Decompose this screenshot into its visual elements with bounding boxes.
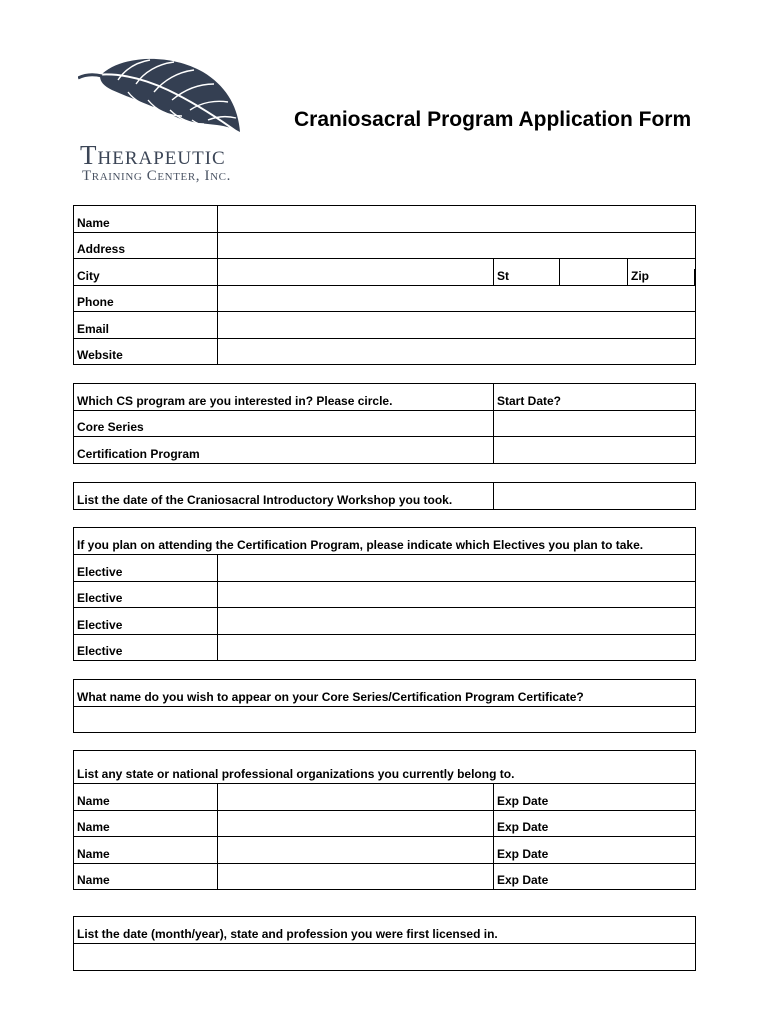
option-core-series[interactable]: Core Series [74, 411, 494, 437]
zip-field[interactable] [694, 269, 695, 285]
elective-field-4[interactable] [218, 635, 696, 661]
org-name-field-2[interactable] [218, 811, 494, 837]
organizations-question: List any state or national professional organizations you currently belong to. [74, 751, 696, 784]
name-label: Name [74, 206, 218, 233]
name-field[interactable] [218, 206, 696, 233]
certificate-question: What name do you wish to appear on your Core Series/Certification Program Certificate? [74, 680, 696, 707]
license-question: List the date (month/year), state and profession you were first licensed in. [74, 917, 696, 944]
state-field[interactable] [560, 259, 628, 286]
zip-label: Zip [631, 269, 649, 283]
address-label: Address [74, 233, 218, 259]
program-table [73, 383, 696, 464]
logo-company-name: Therapeutic [80, 140, 226, 170]
intro-workshop-date-field[interactable] [494, 483, 696, 510]
certificate-name-field[interactable] [74, 707, 696, 733]
intro-workshop-table [73, 482, 696, 510]
org-exp-date-label[interactable]: Exp Date [494, 811, 696, 837]
option-certification-program[interactable]: Certification Program [74, 437, 494, 464]
certificate-table [73, 679, 696, 733]
city-label: City [74, 259, 218, 286]
logo-company-subtitle: Training Center, Inc. [82, 168, 231, 184]
org-exp-date-label[interactable]: Exp Date [494, 837, 696, 864]
elective-field-2[interactable] [218, 582, 696, 608]
org-name-field-1[interactable] [218, 784, 494, 811]
state-label: St [494, 259, 560, 286]
email-label: Email [74, 312, 218, 339]
phone-label: Phone [74, 286, 218, 312]
electives-table [73, 527, 696, 661]
organizations-table [73, 750, 696, 890]
core-series-start-date-field[interactable] [494, 411, 696, 437]
intro-workshop-question: List the date of the Craniosacral Introductory Workshop you took. [74, 483, 494, 510]
website-label: Website [74, 339, 218, 365]
elective-label: Elective [74, 608, 218, 635]
address-field[interactable] [218, 233, 696, 259]
org-exp-date-label[interactable]: Exp Date [494, 864, 696, 890]
city-field[interactable] [218, 259, 494, 286]
license-field[interactable] [74, 944, 696, 971]
company-logo [78, 54, 278, 190]
elective-field-1[interactable] [218, 555, 696, 582]
form-title: Craniosacral Program Application Form [294, 108, 692, 131]
elective-field-3[interactable] [218, 608, 696, 635]
contact-table [73, 205, 696, 365]
org-name-label: Name [74, 811, 218, 837]
license-table [73, 916, 696, 971]
leaf-icon [78, 54, 248, 140]
org-name-label: Name [74, 784, 218, 811]
email-field[interactable] [218, 312, 696, 339]
start-date-label: Start Date? [494, 384, 696, 411]
electives-question: If you plan on attending the Certification Program, please indicate which Electives you plan to take. [74, 528, 696, 555]
org-name-label: Name [74, 837, 218, 864]
elective-label: Elective [74, 635, 218, 661]
phone-field[interactable] [218, 286, 696, 312]
website-field[interactable] [218, 339, 696, 365]
program-question: Which CS program are you interested in? Please circle. [74, 384, 494, 411]
org-exp-date-label[interactable]: Exp Date [494, 784, 696, 811]
org-name-field-3[interactable] [218, 837, 494, 864]
elective-label: Elective [74, 582, 218, 608]
certification-start-date-field[interactable] [494, 437, 696, 464]
elective-label: Elective [74, 555, 218, 582]
org-name-field-4[interactable] [218, 864, 494, 890]
org-name-label: Name [74, 864, 218, 890]
